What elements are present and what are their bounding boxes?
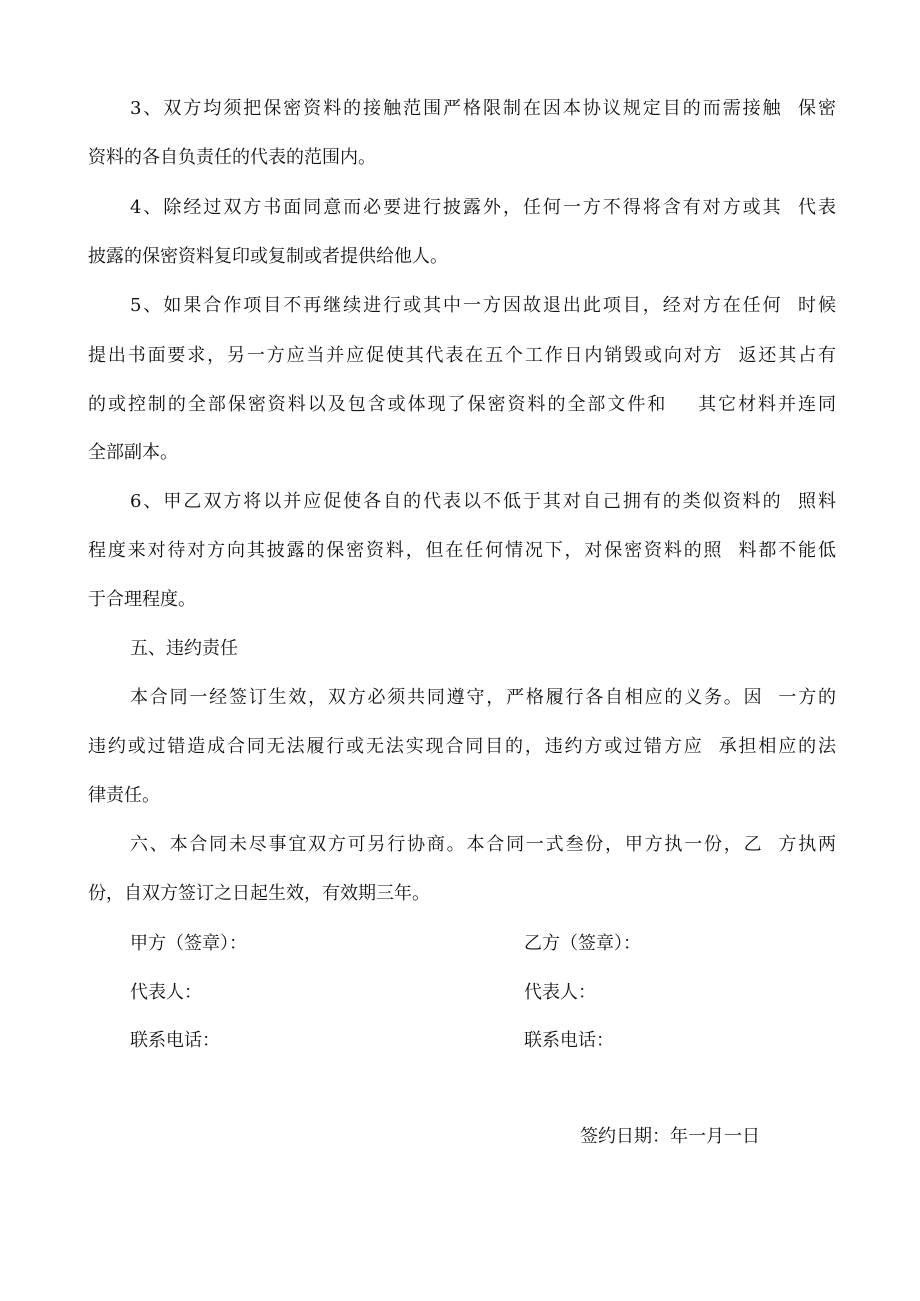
clause-6-line-2: 程度来对待对方向其披露的保密资料，但在任何情况下，对保密资料的照 料都不能低 (88, 540, 836, 561)
clause-6-line-3: 于合理程度。 (88, 589, 196, 610)
party-a-representative-label: 代表人： (130, 982, 202, 1003)
party-b-phone-label: 联系电话： (524, 1030, 614, 1051)
clause-3-line-1: 3、双方均须把保密资料的接触范围严格限制在因本协议规定目的而需接触 保密 (130, 98, 836, 119)
clause-5-line-2: 提出书面要求，另一方应当并应促使其代表在五个工作日内销毁或向对方 返还其占有 (88, 345, 836, 366)
liability-line-3: 律责任。 (88, 785, 160, 806)
clause-3-line-2: 资料的各自负责任的代表的范围内。 (88, 147, 376, 168)
clause-5-line-3: 的或控制的全部保密资料以及包含或体现了保密资料的全部文件和 其它材料并连同 (88, 394, 836, 415)
clause-6-line-1: 6、甲乙双方将以并应促使各自的代表以不低于其对自己拥有的类似资料的 照料 (130, 491, 836, 512)
clause-4-line-2: 披露的保密资料复印或复制或者提供给他人。 (88, 246, 448, 267)
party-b-representative-label: 代表人： (524, 982, 596, 1003)
sign-date: 签约日期：年一月一日 (580, 1126, 760, 1147)
clause-5-line-1: 5、如果合作项目不再继续进行或其中一方因故退出此项目，经对方在任何 时候 (130, 295, 836, 316)
clause-4-line-1: 4、除经过双方书面同意而必要进行披露外，任何一方不得将含有对方或其 代表 (130, 197, 836, 218)
party-a-seal-label: 甲方（签章）： (130, 933, 247, 954)
clause-5-line-4: 全部副本。 (88, 442, 178, 463)
section-6-line-1: 六、本合同未尽事宜双方可另行协商。本合同一式叁份，甲方执一份，乙 方执两 (130, 834, 836, 855)
liability-line-2: 违约或过错造成合同无法履行或无法实现合同目的，违约方或过错方应 承担相应的法 (88, 736, 836, 757)
section-5-heading: 五、违约责任 (130, 638, 238, 659)
liability-line-1: 本合同一经签订生效，双方必须共同遵守，严格履行各自相应的义务。因 一方的 (130, 687, 836, 708)
party-a-phone-label: 联系电话： (130, 1030, 220, 1051)
party-b-seal-label: 乙方（签章）： (524, 933, 641, 954)
section-6-line-2: 份，自双方签订之日起生效，有效期三年。 (88, 883, 430, 904)
